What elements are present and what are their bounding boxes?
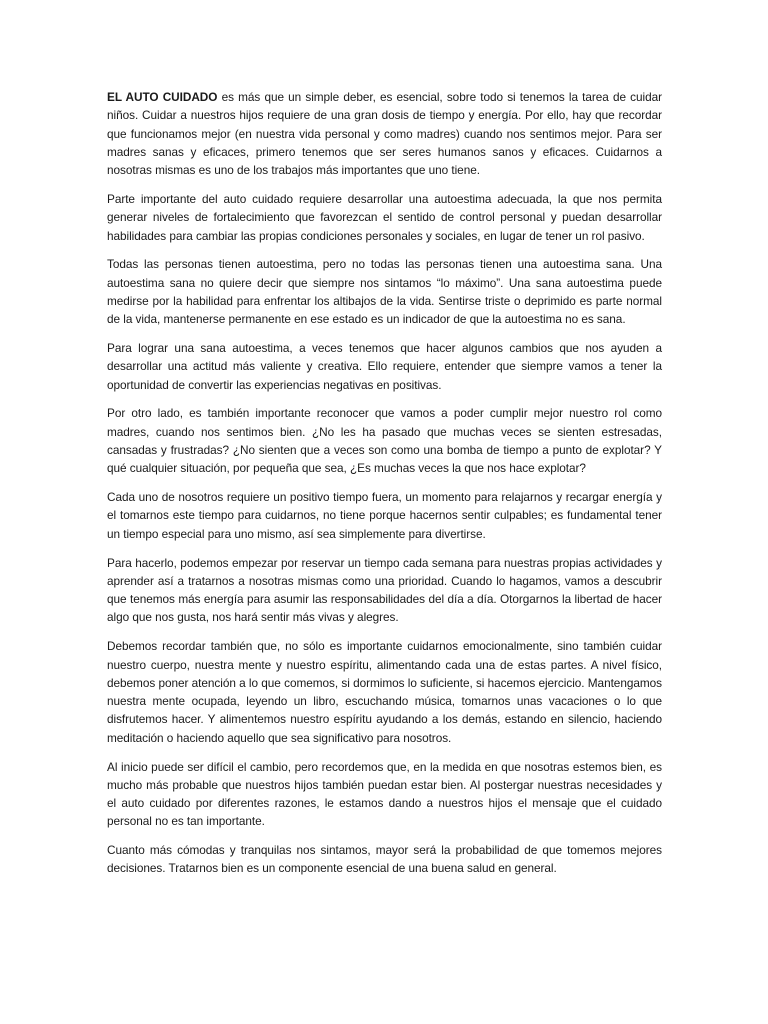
- paragraph-1-text: es más que un simple deber, es esencial, sobre todo si tenemos la tarea de cuidar niños. Cuidar a nuestros hijos requiere de una gran dosis de tiempo y energía. Por ello, hay que recordar que funcionamos mejor (en nuestra vida personal y como madres) cuando nos sentimos mejor. Para ser madres sanas y eficaces, primero tenemos que ser seres humanos sanos y eficaces. Cuidarnos a nosotras mismas es uno de los trabajos más importantes que uno tiene.: [107, 90, 662, 178]
- paragraph-2: Parte importante del auto cuidado requiere desarrollar una autoestima adecuada, la que nos permita generar niveles de fortalecimiento que favorezcan el sentido de control personal y puedan desarrollar habilidades para cambiar las propias condiciones personales y sociales, en lugar de tener un rol pasivo.: [107, 191, 662, 243]
- paragraph-4: Para lograr una sana autoestima, a veces tenemos que hacer algunos cambios que nos ayuden a desarrollar una actitud más valiente y creativa. Ello requiere, entender que siempre vamos a tener la oportunidad de convertir las experiencias negativas en positivas.: [107, 341, 662, 392]
- paragraph-7: Para hacerlo, podemos empezar por reservar un tiempo cada semana para nuestras propias actividades y aprender así a tratarnos a nosotras mismas como una prioridad. Cuando lo hagamos, vamos a descubrir que tenemos más energía para asumir las responsabilidades del día a día. Otorgarnos la libertad de hacer algo que nos gusta, nos hará sentir más vivas y alegres.: [107, 555, 662, 625]
- paragraph-9: Al inicio puede ser difícil el cambio, pero recordemos que, en la medida en que nosotras estemos bien, es mucho más probable que nuestros hijos también puedan estar bien. Al postergar nuestras necesidades y el auto cuidado por diferentes razones, le estamos dando a nuestros hijos el mensaje que el cuidado personal no es tan importante.: [107, 759, 662, 829]
- paragraph-1: [107, 88, 662, 179]
- paragraph-8: Debemos recordar también que, no sólo es importante cuidarnos emocionalmente, sino también cuidar nuestro cuerpo, nuestra mente y nuestro espíritu, alimentando cada una de estas partes. A nivel físico, debemos poner atención a lo que comemos, si dormimos lo suficiente, si hacemos ejercicio. Mantengamos nuestra mente ocupada, leyendo un libro, escuchando música, tomarnos unas vacaciones o lo que disfrutemos hacer. Y alimentemos nuestro espíritu ayudando a los demás, estando en silencio, haciendo meditación o haciendo aquello que sea significativo para nosotros.: [107, 639, 662, 745]
- paragraph-6: Cada uno de nosotros requiere un positivo tiempo fuera, un momento para relajarnos y recargar energía y el tomarnos este tiempo para cuidarnos, no tiene porque hacernos sentir culpables; es fundamental tener un tiempo especial para uno mismo, así sea simplemente para divertirse.: [107, 490, 662, 541]
- document-page: [107, 88, 662, 888]
- paragraph-5: Por otro lado, es también importante reconocer que vamos a poder cumplir mejor nuestro rol como madres, cuando nos sentimos bien. ¿No les ha pasado que muchas veces se sienten estresadas, cansadas y frustradas? ¿No sienten que a veces son como una bomba de tiempo a punto de explotar? Y qué cualquier situación, por pequeña que sea, ¿Es muchas veces la que nos hace explotar?: [107, 406, 662, 476]
- paragraph-3: Todas las personas tienen autoestima, pero no todas las personas tienen una autoestima sana. Una autoestima sana no quiere decir que siempre nos sintamos “lo máximo”. Una sana autoestima puede medirse por la habilidad para enfrentar los altibajos de la vida. Sentirse triste o deprimido es parte normal de la vida, mantenerse permanente en ese estado es un indicador de que la autoestima no es sana.: [107, 257, 662, 327]
- paragraph-10: Cuanto más cómodas y tranquilas nos sintamos, mayor será la probabilidad de que tomemos mejores decisiones. Tratarnos bien es un componente esencial de una buena salud en general.: [107, 843, 662, 876]
- document-title-lead: EL AUTO CUIDADO: [107, 90, 218, 104]
